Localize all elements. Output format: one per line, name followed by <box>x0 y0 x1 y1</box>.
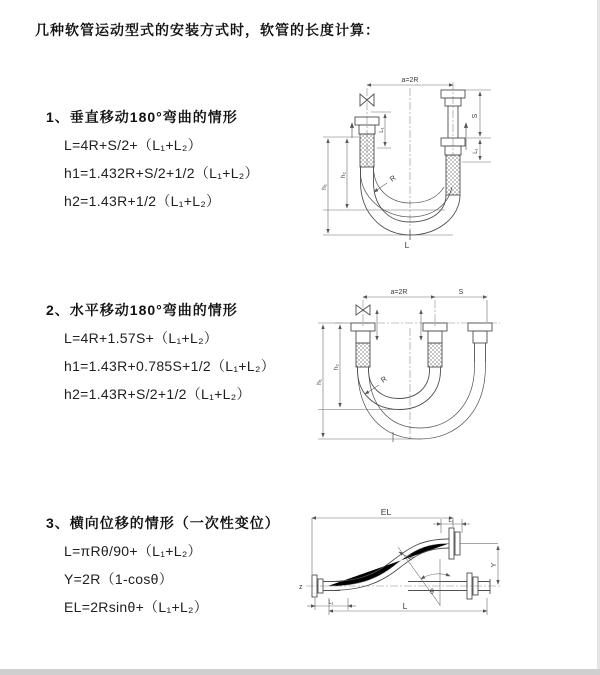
section-3-heading: 3、横向位移的情形（一次性变位） <box>46 515 280 531</box>
dim-label-el: EL <box>380 507 392 517</box>
top-flange <box>449 528 498 559</box>
section-1-heading: 1、垂直移动180°弯曲的情形 <box>46 109 238 125</box>
dim-label-h2: h₂ <box>340 171 347 179</box>
pipe-break-symbol: z <box>299 584 303 591</box>
dim-label-s: S <box>458 289 464 296</box>
centerlines <box>335 300 500 440</box>
dim-label-a2r: a=2R <box>390 289 408 296</box>
section-2-heading: 2、水平移动180°弯曲的情形 <box>46 302 238 318</box>
dim-label-l: L <box>402 601 408 611</box>
section-1-formula-h2: h2=1.43R+1/2（L₁+L₂） <box>64 193 221 209</box>
diagram-horizontal-180-bend <box>305 282 595 469</box>
section-1-formula-L: L=4R+S/2+（L₁+L₂） <box>64 137 202 153</box>
dim-label-h1: h₁ <box>321 184 328 190</box>
dim-label-a2r: a=2R <box>401 77 419 84</box>
dimension-lines <box>318 297 487 439</box>
diagram-lateral-displacement <box>298 503 595 656</box>
dim-label-l1-top: L₁ <box>448 518 454 524</box>
section-2-formula-L: L=4R+1.57S+（L₁+L₂） <box>64 330 219 346</box>
dim-label-theta: θ <box>430 589 434 596</box>
diagram-vertical-180-bend <box>305 70 575 265</box>
page-title: 几种软管运动型式的安装方式时，软管的长度计算： <box>35 22 380 38</box>
section-3-formula-Y: Y=2R（1-cosθ） <box>64 571 174 587</box>
dim-label-r: R <box>378 374 389 385</box>
page-edge-bottom <box>0 669 600 675</box>
section-2-formula-h1: h1=1.43R+0.785S+1/2（L₁+L₂） <box>64 358 275 374</box>
section-2-formula-h2: h2=1.43R+S/2+1/2（L₁+L₂） <box>64 386 251 402</box>
hose-u-bends <box>358 362 486 442</box>
dim-label-l1-pipe: L₁ <box>379 127 385 133</box>
centerlines <box>367 82 453 242</box>
dim-label-s: S <box>472 113 479 119</box>
dim-label-y: Y <box>491 562 498 568</box>
section-3-formula-L: L=πRθ/90+（L₁+L₂） <box>64 543 202 559</box>
dim-label-h1: h₁ <box>316 379 323 385</box>
left-pipe-fitting <box>355 117 379 167</box>
dim-label-h2: h₂ <box>333 363 340 371</box>
pipe-fittings <box>351 323 492 367</box>
dim-label-l1-bottom: L₁ <box>328 600 334 606</box>
dim-label-r: R <box>405 552 416 563</box>
dim-label-r: R <box>387 173 398 184</box>
section-3-formula-EL: EL=2Rsinθ+（L₁+L₂） <box>64 599 209 615</box>
dimension-lines <box>323 85 491 235</box>
section-1-formula-h1: h1=1.432R+S/2+1/2（L₁+L₂） <box>64 165 259 181</box>
dim-label-l: L <box>404 240 410 250</box>
dim-label-l1-right: L₁ <box>473 148 479 154</box>
